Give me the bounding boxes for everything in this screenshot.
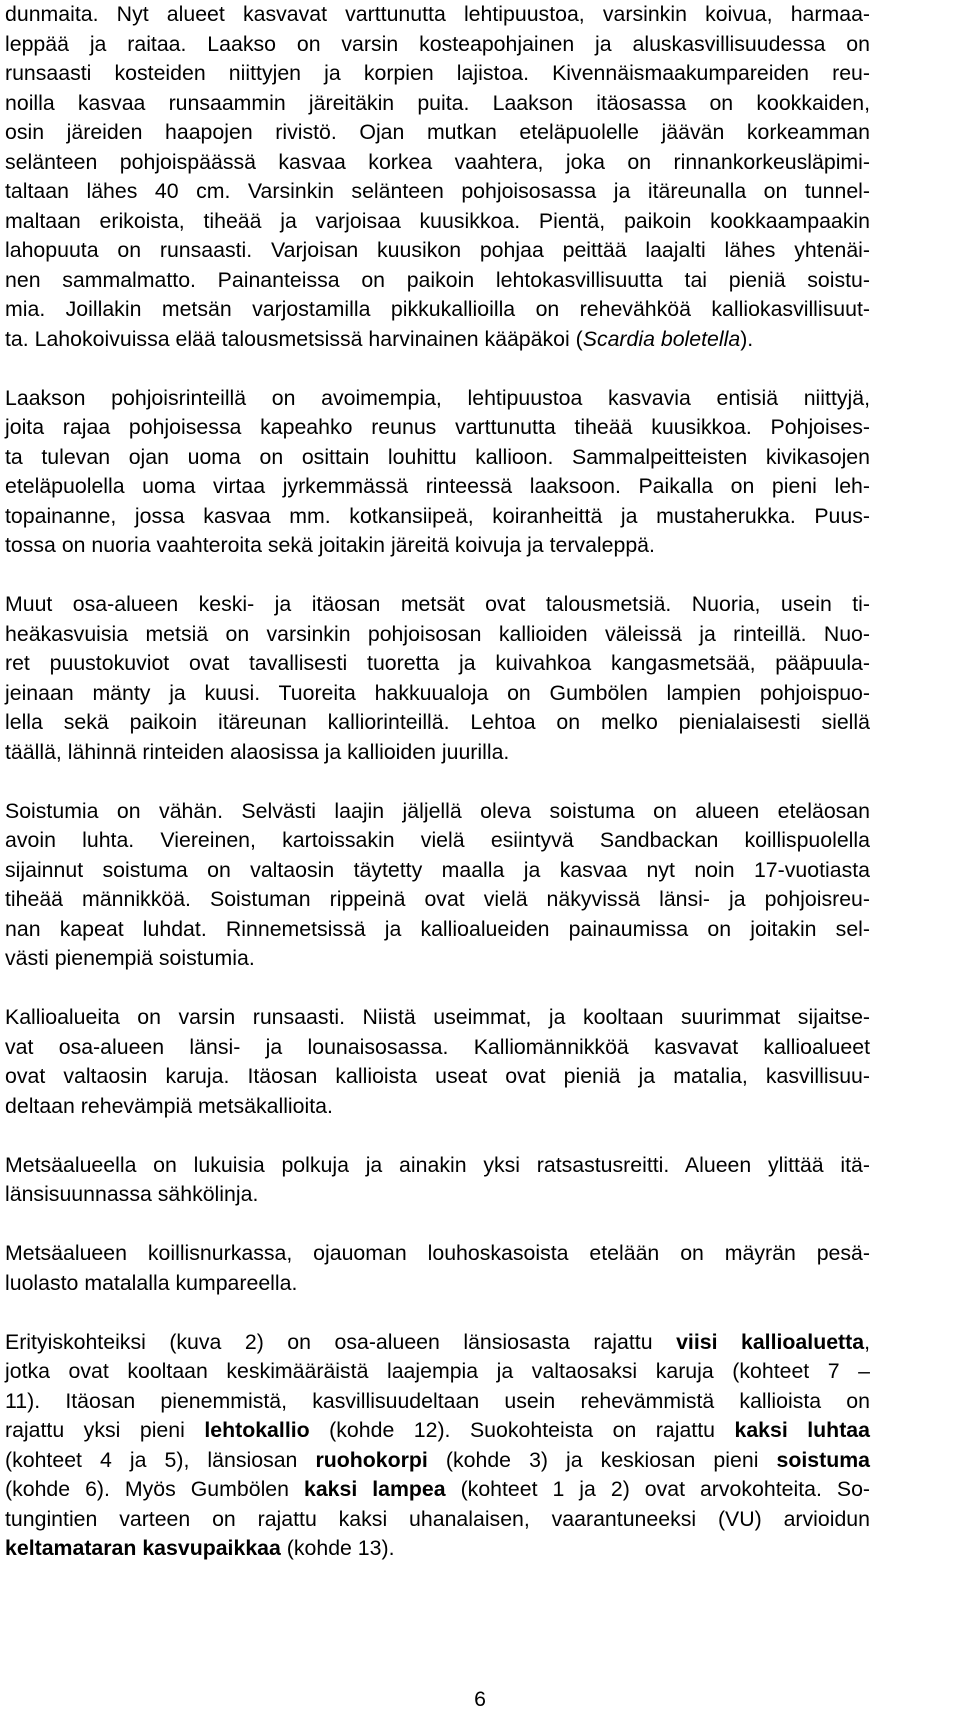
text-segment: Laakson pohjoisrinteillä on avoimempia, lehtipuustoa kasvavia entisiä niittyjä, xyxy=(5,385,870,410)
page-number: 6 xyxy=(474,1687,486,1711)
text-segment: avoin luhta. Viereinen, kartoissakin vielä esiintyvä Sandbackan koillispuolella xyxy=(5,828,870,852)
text-line xyxy=(5,1062,870,1092)
text-line xyxy=(5,413,870,443)
text-segment: tungintien varteen on rajattu kaksi uhanalaisen, vaarantuneeksi (VU) arvioidun xyxy=(5,1506,870,1531)
text-segment: mia. Joillakin metsän varjostamilla pikkukallioilla on rehevähköä kalliokasvillisuut- xyxy=(5,297,870,321)
text-segment: deltaan rehevämpiä metsäkallioita. xyxy=(5,1093,333,1118)
text-segment: länsisuunnassa sähkölinja. xyxy=(5,1182,259,1206)
italic-text: Scardia boletella xyxy=(582,326,741,351)
text-segment: jotka ovat kooltaan keskimääräistä laajempia ja valtaosaksi karuja (kohteet 7 – xyxy=(5,1359,870,1383)
text-segment: västi pienempiä soistumia. xyxy=(5,946,255,970)
text-line xyxy=(5,826,870,856)
paragraph xyxy=(5,0,870,354)
text-line xyxy=(5,708,870,738)
text-line xyxy=(5,797,870,827)
text-segment: taltaan lähes 40 cm. Varsinkin selänteen pohjoisosassa ja itäreunalla on tunnel- xyxy=(5,179,870,203)
text-segment: nen sammalmatto. Painanteissa on paikoin lehtokasvillisuutta tai pieniä soistu- xyxy=(5,267,870,292)
text-line xyxy=(5,1269,870,1299)
text-segment: topainanne, jossa kasvaa mm. kotkansiipeä, koiranheittä ja mustaherukka. Puus- xyxy=(5,503,870,528)
text-segment: ). xyxy=(740,326,754,351)
text-segment: Muut osa-alueen keski- ja itäosan metsät ovat talousmetsiä. Nuoria, usein ti- xyxy=(5,592,870,616)
paragraph xyxy=(5,1003,870,1121)
text-segment: sijainnut soistuma on valtaosin täytetty maalla ja kasvaa nyt noin 17-vuotiasta xyxy=(5,857,870,882)
text-segment: selänteen pohjoispäässä kasvaa korkea vaahtera, joka on rinnankorkeusläpimi- xyxy=(5,149,870,174)
text-segment: (kohde 6). Myös Gumbölen xyxy=(5,1477,304,1501)
text-segment: lella sekä paikoin itäreunan kalliorinteillä. Lehtoa on melko pienialaisesti siellä xyxy=(5,710,870,734)
bold-text: kaksi lampea xyxy=(303,1477,446,1501)
text-segment: leppää ja raitaa. Laakso on varsin kosteapohjainen ja aluskasvillisuudessa on xyxy=(5,31,870,56)
text-line xyxy=(5,590,870,620)
text-line xyxy=(5,1151,870,1181)
text-segment: luolasto matalalla kumpareella. xyxy=(5,1270,298,1295)
text-segment: (kohde 3) ja keskiosan pieni xyxy=(427,1447,777,1472)
text-line xyxy=(5,531,870,561)
text-segment: ovat valtaosin karuja. Itäosan kallioista useat ovat pieniä ja matalia, kasvillisuu- xyxy=(5,1064,870,1088)
text-line xyxy=(5,738,870,768)
text-line xyxy=(5,1475,870,1505)
text-line xyxy=(5,679,870,709)
text-segment: , xyxy=(864,1329,871,1354)
paragraph-gap xyxy=(5,1210,870,1240)
text-line xyxy=(5,472,870,502)
text-segment: tossa on nuoria vaahteroita sekä joitakin järeitä koivuja ja tervaleppä. xyxy=(5,533,655,557)
bold-text: kaksi luhtaa xyxy=(734,1418,870,1442)
text-segment: heäkasvuisia metsiä on varsinkin pohjoisosan kallioiden väleissä ja rinteillä. Nuo- xyxy=(5,621,870,646)
paragraph-gap xyxy=(5,561,870,591)
paragraph xyxy=(5,1151,870,1210)
text-segment: vat osa-alueen länsi- ja lounaisosassa. Kalliomännikköä kasvavat kallioalueet xyxy=(5,1034,870,1059)
text-line xyxy=(5,295,870,325)
text-segment: (kohteet 4 ja 5), länsiosan xyxy=(5,1447,316,1472)
text-segment: lahopuuta on runsaasti. Varjoisan kuusikon pohjaa peittää laajalti lähes yhtenäi- xyxy=(5,238,870,262)
text-line xyxy=(5,1239,870,1269)
text-segment: tiheää männikköä. Soistuman rippeinä ovat vielä näkyvissä länsi- ja pohjoisreu- xyxy=(5,887,870,911)
text-line xyxy=(5,1505,870,1535)
text-segment: runsaasti kosteiden niittyjen ja korpien lajistoa. Kivennäismaakumpareiden reu- xyxy=(5,61,870,85)
paragraph xyxy=(5,797,870,974)
text-line xyxy=(5,502,870,532)
paragraph-gap xyxy=(5,354,870,384)
text-line xyxy=(5,1416,870,1446)
text-segment: Soistumia on vähän. Selvästi laajin jäljellä oleva soistuma on alueen eteläosan xyxy=(5,798,870,823)
text-line xyxy=(5,30,870,60)
text-segment: Metsäalueen koillisnurkassa, ojauoman louhoskasoista etelään on mäyrän pesä- xyxy=(5,1241,870,1265)
text-line xyxy=(5,384,870,414)
text-line xyxy=(5,118,870,148)
bold-text: soistuma xyxy=(776,1447,870,1472)
text-segment: jeinaan mänty ja kuusi. Tuoreita hakkuualoja on Gumbölen lampien pohjoispuo- xyxy=(5,680,870,705)
text-segment: (kohteet 1 ja 2) ovat arvokohteita. So- xyxy=(445,1477,871,1501)
text-line xyxy=(5,266,870,296)
text-line xyxy=(5,1092,870,1122)
text-segment: Erityiskohteiksi (kuva 2) on osa-alueen länsiosasta rajattu xyxy=(5,1329,677,1354)
text-line xyxy=(5,443,870,473)
text-line xyxy=(5,207,870,237)
text-segment: noilla kasvaa runsaammin järeitäkin puita. Laakson itäosassa on kookkaiden, xyxy=(5,90,870,115)
bold-text: viisi kallioaluetta xyxy=(676,1329,865,1354)
text-segment: 11). Itäosan pienemmistä, kasvillisuudeltaan usein rehevämmistä kallioista on xyxy=(5,1388,870,1413)
text-line xyxy=(5,944,870,974)
paragraph xyxy=(5,590,870,767)
bold-text: keltamataran kasvupaikkaa xyxy=(5,1536,281,1560)
text-segment: nan kapeat luhdat. Rinnemetsissä ja kallioalueiden painaumissa on joitakin sel- xyxy=(5,916,870,941)
text-line xyxy=(5,915,870,945)
paragraph-gap xyxy=(5,974,870,1004)
text-line xyxy=(5,1387,870,1417)
text-segment: rajattu yksi pieni xyxy=(5,1418,205,1442)
text-line xyxy=(5,1357,870,1387)
text-line xyxy=(5,885,870,915)
text-line xyxy=(5,1446,870,1476)
paragraph-gap xyxy=(5,1121,870,1151)
text-line xyxy=(5,89,870,119)
text-segment: (kohde 13). xyxy=(280,1536,395,1560)
text-segment: täällä, lähinnä rinteiden alaosissa ja kallioiden juurilla. xyxy=(5,739,510,764)
text-segment: joita rajaa pohjoisessa kapeahko reunus varttunutta tiheää kuusikkoa. Pohjoises- xyxy=(5,415,870,439)
text-segment: Kallioalueita on varsin runsaasti. Niistä useimmat, ja kooltaan suurimmat sijaitse- xyxy=(5,1005,870,1029)
text-line xyxy=(5,1328,870,1358)
text-line xyxy=(5,1003,870,1033)
text-segment: ta tulevan ojan uoma on osittain louhittu kallioon. Sammalpeitteisten kivikasojen xyxy=(5,444,870,469)
text-segment: ta. Lahokoivuissa elää talousmetsissä harvinainen kääpäkoi ( xyxy=(5,326,583,351)
paragraph xyxy=(5,1328,870,1564)
text-segment: eteläpuolella uoma virtaa jyrkemmässä rinteessä laaksoon. Paikalla on pieni leh- xyxy=(5,474,870,498)
text-segment: dunmaita. Nyt alueet kasvavat varttunutta lehtipuustoa, varsinkin koivua, harmaa- xyxy=(5,2,870,26)
text-segment: maltaan erikoista, tiheää ja varjoisaa kuusikkoa. Pientä, paikoin kookkaampaakin xyxy=(5,208,870,233)
text-segment: Metsäalueella on lukuisia polkuja ja ainakin yksi ratsastusreitti. Alueen ylittää itä- xyxy=(5,1152,870,1177)
text-segment: (kohde 12). Suokohteista on rajattu xyxy=(309,1418,735,1442)
document-page xyxy=(5,0,870,1564)
text-segment: osin järeiden haapojen rivistö. Ojan mutkan eteläpuolelle jäävän korkeamman xyxy=(5,120,870,144)
bold-text: lehtokallio xyxy=(204,1418,310,1442)
paragraph xyxy=(5,384,870,561)
text-line xyxy=(5,236,870,266)
text-line xyxy=(5,59,870,89)
text-line xyxy=(5,649,870,679)
text-line xyxy=(5,856,870,886)
paragraph-gap xyxy=(5,767,870,797)
text-line xyxy=(5,0,870,30)
text-segment: ret puustokuviot ovat tavallisesti tuoretta ja kuivahkoa kangasmetsää, pääpuula- xyxy=(5,651,870,675)
text-line xyxy=(5,1534,870,1564)
paragraph xyxy=(5,1239,870,1298)
text-line xyxy=(5,177,870,207)
bold-text: ruohokorpi xyxy=(315,1447,428,1472)
text-line xyxy=(5,325,870,355)
text-line xyxy=(5,1180,870,1210)
text-line xyxy=(5,1033,870,1063)
text-line xyxy=(5,148,870,178)
text-line xyxy=(5,620,870,650)
paragraph-gap xyxy=(5,1298,870,1328)
